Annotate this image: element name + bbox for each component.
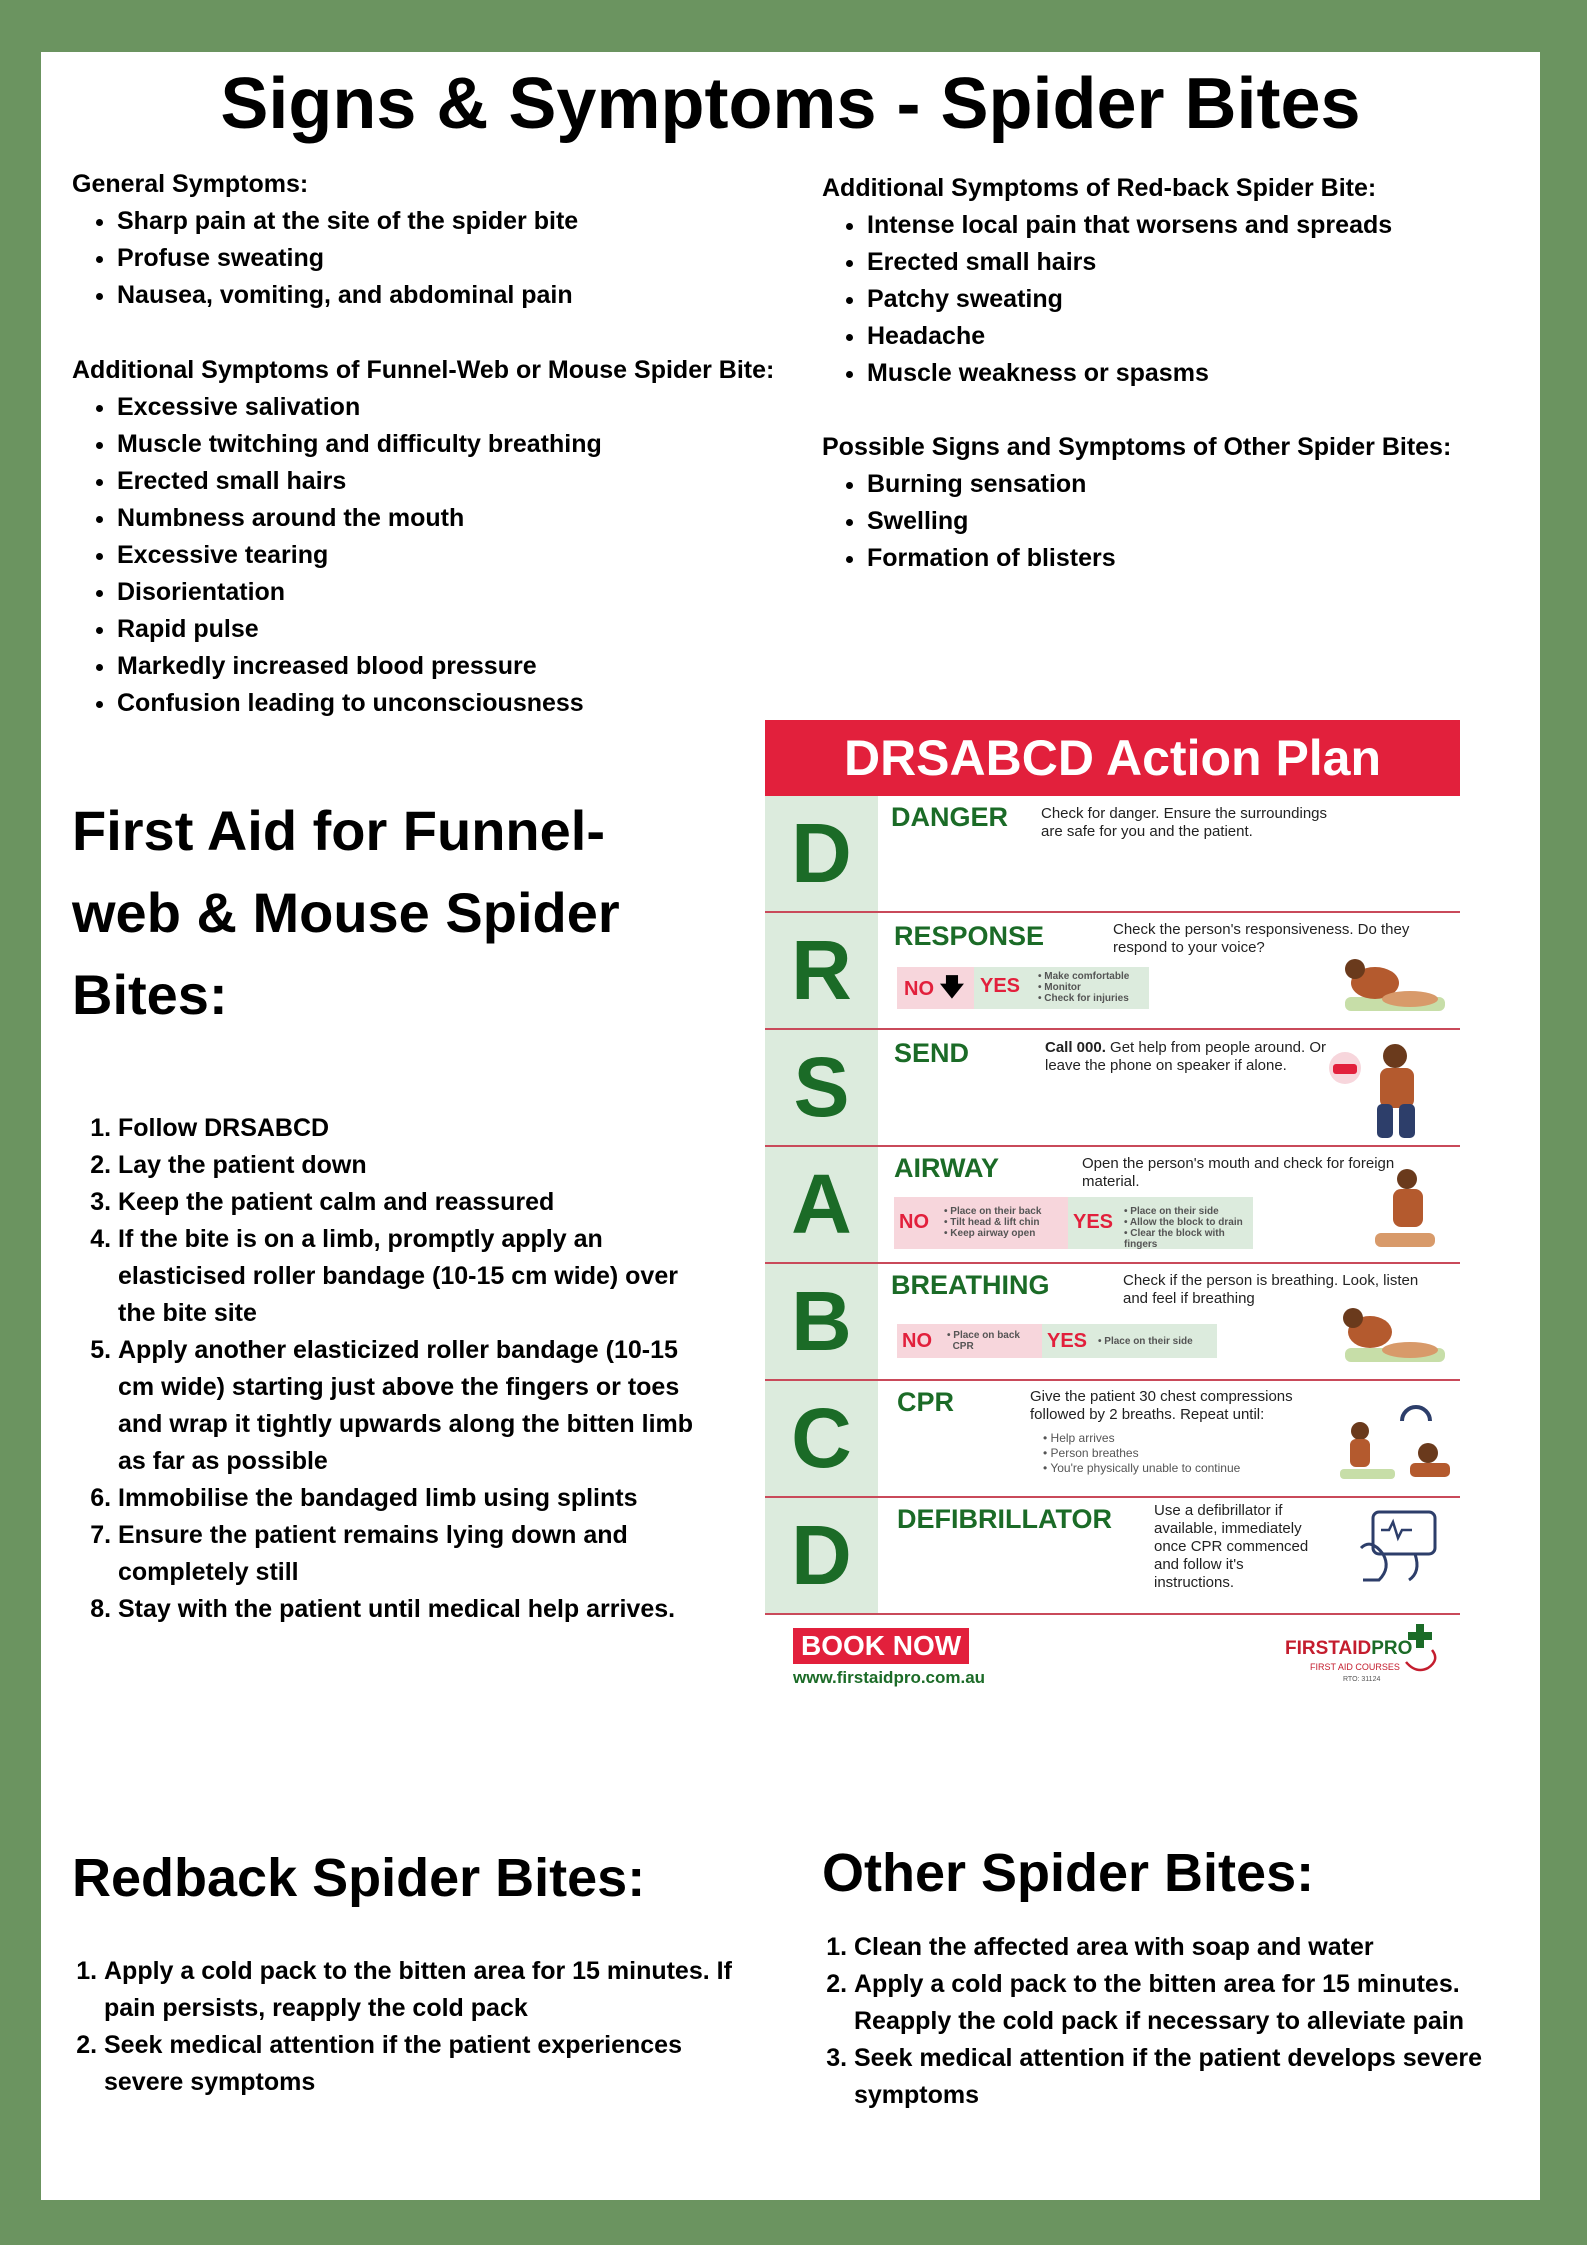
list-item: • Muscle weakness or spasms (867, 355, 1522, 392)
no-label: NO (904, 978, 934, 1000)
breathing-check-illustration (1325, 1304, 1450, 1369)
list-item: 2. Lay the patient down (118, 1147, 712, 1184)
row-word: DEFIBRILLATOR (897, 1504, 1112, 1534)
list-item: • Disorientation (117, 574, 852, 611)
redback-steps-list (58, 1953, 758, 2101)
cpr-until-list (1043, 1431, 1240, 1476)
list-item: 3. Seek medical attention if the patient develops severe symptoms (854, 2040, 1528, 2114)
general-symptoms (72, 166, 832, 314)
logo-subtitle: FIRST AID COURSES (1310, 1662, 1400, 1672)
list-item: • Excessive salivation (117, 389, 852, 426)
row-word: AIRWAY (894, 1153, 1000, 1183)
yes-pill (974, 967, 1149, 1009)
row-description: Open the person's mouth and check for foreign material. (1082, 1155, 1395, 1190)
row-word: RESPONSE (894, 921, 1045, 951)
list-item: 2. Apply a cold pack to the bitten area for 15 minutes. Reapply the cold pack if necessary to alleviate pain (854, 1966, 1528, 2040)
yes-label: YES (980, 975, 1021, 997)
redback-symptoms-list (822, 207, 1522, 392)
list-item: • Formation of blisters (867, 540, 1532, 577)
row-description: Check if the person is breathing. Look, listen and feel if breathing (1123, 1272, 1419, 1307)
list-item: • Clear the block with fingers (1124, 1228, 1225, 1250)
list-item: • Muscle twitching and difficulty breathing (117, 426, 852, 463)
list-item: • Headache (867, 318, 1522, 355)
list-item: 1. Clean the affected area with soap and water (854, 1929, 1528, 1966)
general-symptoms-heading: General Symptoms: (72, 170, 309, 198)
list-item: • Allow the block to drain (1124, 1217, 1243, 1228)
drsabcd-row-airway (765, 1147, 1460, 1264)
row-description: Check for danger. Ensure the surroundings are safe for you and the patient. (1041, 805, 1328, 840)
row-description-text: Get help from people around. Or leave the phone on speaker if alone. (1045, 1039, 1327, 1074)
arrow-down-icon: 🡇 (939, 974, 965, 1001)
list-item: • Burning sensation (867, 466, 1532, 503)
airway-check-illustration (1365, 1167, 1450, 1257)
yes-items (1038, 971, 1129, 1004)
list-item: • You're physically unable to continue (1043, 1461, 1241, 1475)
list-item: • Numbness around the mouth (117, 500, 852, 537)
yes-items (1098, 1336, 1193, 1347)
list-item: 1. Follow DRSABCD (118, 1110, 712, 1147)
row-word: BREATHING (891, 1270, 1050, 1300)
redback-first-aid-heading: Redback Spider Bites: (72, 1848, 646, 1908)
list-item: 1. Apply a cold pack to the bitten area for 15 minutes. If pain persists, reapply the cold pack (104, 1953, 758, 2027)
no-items (944, 1206, 1041, 1239)
list-item: • Place on back (947, 1330, 1020, 1341)
list-item: • Rapid pulse (117, 611, 852, 648)
rto-number: RTO: 31124 (1343, 1676, 1381, 1683)
list-item: • Monitor (1038, 982, 1081, 993)
list-item: 8. Stay with the patient until medical help arrives. (118, 1591, 712, 1628)
row-description: Use a defibrillator if available, immediately once CPR commenced and follow it's instructions. (1154, 1502, 1309, 1591)
row-word: DANGER (891, 802, 1009, 832)
list-item: • Confusion leading to unconsciousness (117, 685, 852, 722)
yes-label: YES (1047, 1330, 1088, 1352)
row-letter: B (765, 1264, 878, 1379)
drsabcd-row-danger (765, 796, 1460, 913)
website-link[interactable]: www.firstaidpro.com.au (793, 1668, 986, 1687)
funnel-web-first-aid-heading (72, 790, 712, 1036)
logo-text: FIRSTAID (1285, 1638, 1372, 1659)
list-item: • Tilt head & lift chin (944, 1217, 1040, 1228)
row-word: SEND (894, 1038, 970, 1068)
yes-label: YES (1073, 1211, 1114, 1233)
defibrillator-icon (1355, 1508, 1445, 1588)
row-letter: C (765, 1381, 878, 1496)
yes-pill (1042, 1324, 1217, 1358)
no-label: NO (899, 1211, 929, 1233)
list-item: • Help arrives (1043, 1431, 1115, 1445)
list-item: • Erected small hairs (867, 244, 1522, 281)
no-items (947, 1330, 1020, 1352)
heading-line: web & Mouse Spider (72, 881, 620, 944)
drsabcd-row-defibrillator (765, 1498, 1460, 1615)
list-item: • Markedly increased blood pressure (117, 648, 852, 685)
row-letter: D (765, 1498, 878, 1613)
page-title: Signs & Symptoms - Spider Bites (220, 64, 1361, 144)
list-item: 4. If the bite is on a limb, promptly apply an elasticised roller bandage (10-15 cm wide) over the bite site (118, 1221, 712, 1332)
funnel-web-symptoms-heading: Additional Symptoms of Funnel-Web or Mouse Spider Bite: (72, 356, 775, 384)
cpr-illustration (1340, 1401, 1455, 1491)
firstaidpro-logo (1285, 1638, 1412, 1660)
row-letter: D (765, 796, 878, 911)
row-description: Check the person's responsiveness. Do they respond to your voice? (1113, 921, 1410, 956)
drsabcd-row-response (765, 913, 1460, 1030)
list-item: CPR (952, 1341, 974, 1352)
row-letter: R (765, 913, 878, 1028)
drsabcd-row-send (765, 1030, 1460, 1147)
yes-items (1124, 1206, 1253, 1250)
drsabcd-row-breathing (765, 1264, 1460, 1381)
poster-sheet (41, 52, 1540, 2200)
heart-cross-icon (1398, 1616, 1442, 1676)
other-symptoms-heading: Possible Signs and Symptoms of Other Spider Bites: (822, 433, 1452, 461)
list-item: • Sharp pain at the site of the spider bite (117, 203, 832, 240)
row-letter: S (765, 1030, 878, 1145)
redback-symptoms-heading: Additional Symptoms of Red-back Spider Bite: (822, 174, 1377, 202)
row-description (1045, 1039, 1355, 1075)
drsabcd-title: DRSABCD Action Plan (765, 720, 1460, 796)
list-item: 2. Seek medical attention if the patient experiences severe symptoms (104, 2027, 758, 2101)
list-item: 7. Ensure the patient remains lying down and completely still (118, 1517, 712, 1591)
general-symptoms-list (72, 203, 832, 314)
logo-text-pro: PRO (1371, 1638, 1413, 1659)
list-item: • Nausea, vomiting, and abdominal pain (117, 277, 832, 314)
list-item: 3. Keep the patient calm and reassured (118, 1184, 712, 1221)
other-first-aid-steps (808, 1929, 1528, 2114)
list-item: • Profuse sweating (117, 240, 832, 277)
list-item: • Place on their side (1098, 1336, 1193, 1347)
funnel-web-symptoms-list (72, 389, 852, 722)
calling-emergency-illustration (1325, 1038, 1450, 1143)
list-item: • Person breathes (1043, 1446, 1139, 1460)
funnel-web-symptoms (72, 352, 852, 722)
book-now-button[interactable]: BOOK NOW (793, 1628, 969, 1664)
other-symptoms-list (822, 466, 1532, 577)
no-pill (897, 1324, 1042, 1358)
drsabcd-row-cpr (765, 1381, 1460, 1498)
no-pill (897, 967, 981, 1009)
list-item: • Place on their side (1124, 1206, 1219, 1217)
redback-first-aid-steps (58, 1953, 758, 2101)
row-divider (765, 1613, 1460, 1615)
funnel-web-first-aid-steps (72, 1110, 712, 1628)
yes-pill (1068, 1197, 1253, 1249)
list-item: 6. Immobilise the bandaged limb using splints (118, 1480, 712, 1517)
row-word: CPR (897, 1387, 955, 1417)
list-item: • Intense local pain that worsens and spreads (867, 207, 1522, 244)
list-item: • Erected small hairs (117, 463, 852, 500)
drsabcd-action-plan (765, 720, 1460, 1730)
heading-line: First Aid for Funnel- (72, 799, 605, 862)
emergency-number: Call 000. (1045, 1039, 1106, 1056)
list-item: • Keep airway open (944, 1228, 1036, 1239)
other-steps-list (808, 1929, 1528, 2114)
funnel-web-steps-list (72, 1110, 712, 1628)
no-label: NO (902, 1330, 932, 1352)
row-letter: A (765, 1147, 878, 1262)
heading-line: Bites: (72, 963, 228, 1026)
list-item: 5. Apply another elasticized roller bandage (10-15 cm wide) starting just above the fingers or toes and wrap it tightly upwards along the bitten limb as far as possible (118, 1332, 712, 1480)
list-item: • Check for injuries (1038, 993, 1129, 1004)
list-item: • Excessive tearing (117, 537, 852, 574)
list-item: • Make comfortable (1038, 971, 1130, 982)
other-first-aid-heading: Other Spider Bites: (822, 1843, 1315, 1903)
recovery-position-illustration (1325, 953, 1450, 1018)
other-symptoms (822, 429, 1532, 577)
no-pill (894, 1197, 1068, 1249)
redback-symptoms (822, 170, 1522, 392)
list-item: • Patchy sweating (867, 281, 1522, 318)
list-item: • Swelling (867, 503, 1532, 540)
row-description: Give the patient 30 chest compressions followed by 2 breaths. Repeat until: (1030, 1388, 1293, 1423)
list-item: • Place on their back (944, 1206, 1042, 1217)
